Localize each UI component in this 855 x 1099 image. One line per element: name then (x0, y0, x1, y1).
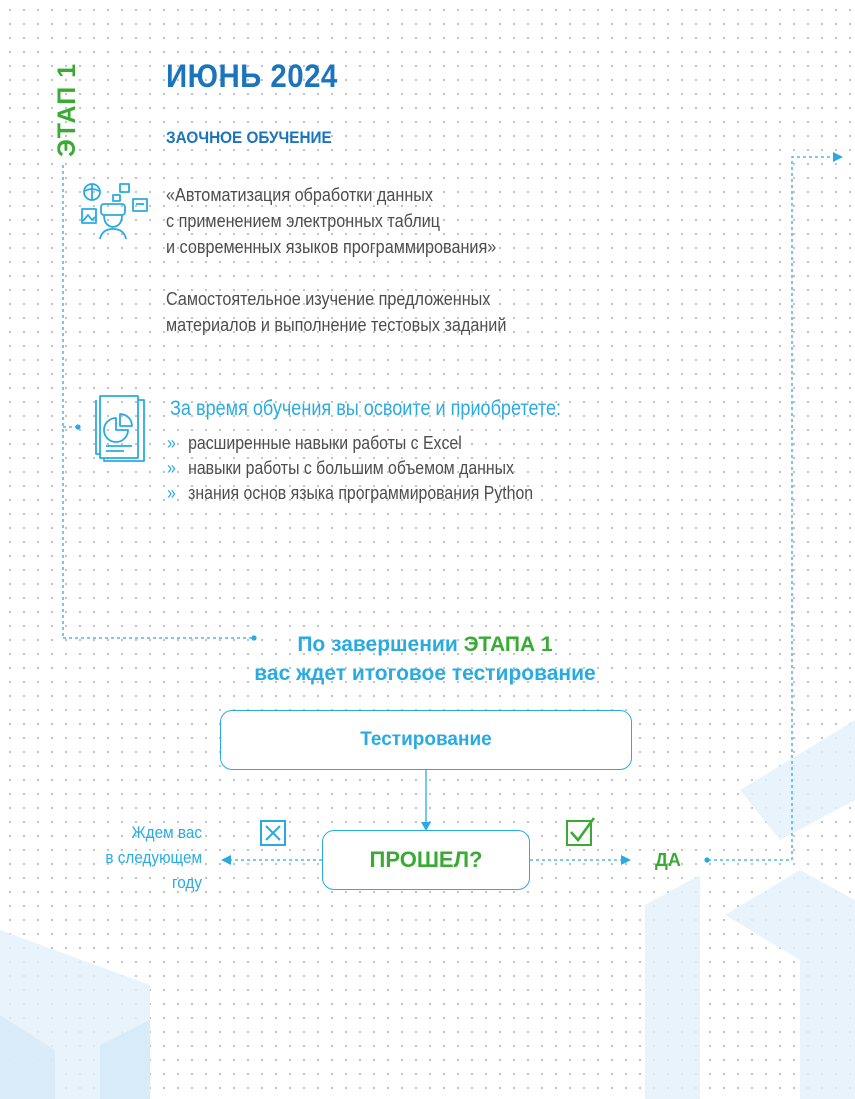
decision-box (322, 830, 530, 890)
testing-box (220, 710, 632, 770)
course-line: «Автоматизация обработки данных (166, 185, 434, 205)
learning-outcomes-list (167, 431, 533, 506)
completion-prefix: По завершении (297, 633, 464, 656)
bullet-marker: » (167, 458, 176, 478)
testing-label: Тестирование (360, 729, 492, 750)
page-title: ИЮНЬ 2024 (166, 58, 338, 94)
yes-dot (704, 857, 709, 862)
course-line: с применением электронных таблиц (166, 211, 440, 231)
checked-box-icon (567, 818, 594, 845)
stage-label: ЭТАП 1 (53, 62, 81, 157)
no-branch-line: Ждем вас (131, 823, 202, 842)
list-item (167, 431, 533, 456)
bullet-text: знания основ языка программирования Python (188, 483, 534, 503)
report-chart-icon (88, 394, 148, 462)
completion-line-1 (225, 630, 625, 659)
course-line: и современных языков программирования» (166, 237, 497, 257)
completion-note (225, 630, 625, 688)
yes-arrowhead (621, 855, 631, 865)
next-stage-line (708, 157, 835, 860)
self-study-line: материалов и выполнение тестовых заданий (166, 315, 507, 335)
no-branch-line: году (172, 873, 202, 892)
learning-outcomes-heading: За время обучения вы освоите и приобретете: (170, 397, 562, 420)
bullet-marker: » (167, 483, 176, 503)
no-arrowhead (221, 855, 231, 865)
bullet-marker: » (167, 433, 176, 453)
subtitle: ЗАОЧНОЕ ОБУЧЕНИЕ (166, 128, 332, 147)
course-title (166, 182, 496, 260)
next-stage-arrowhead (833, 152, 843, 162)
self-study-line: Самостоятельное изучение предложенных (166, 289, 491, 309)
crossed-box-icon (261, 821, 285, 845)
bullet-text: расширенные навыки работы с Excel (188, 433, 462, 453)
completion-stage: ЭТАПА 1 (463, 633, 553, 656)
completion-line-2: вас ждет итоговое тестирование (254, 662, 596, 685)
list-item (167, 481, 533, 506)
bullet-text: навыки работы с большим объемом данных (188, 458, 514, 478)
vr-learner-icon (80, 182, 150, 240)
skills-dot (75, 424, 80, 429)
yes-branch-text: ДА (655, 850, 681, 870)
self-study-description (166, 286, 506, 338)
list-item (167, 456, 533, 481)
no-branch-line: в следующем (105, 848, 202, 867)
decision-label: ПРОШЕЛ? (369, 847, 483, 872)
no-branch-text (90, 820, 202, 895)
